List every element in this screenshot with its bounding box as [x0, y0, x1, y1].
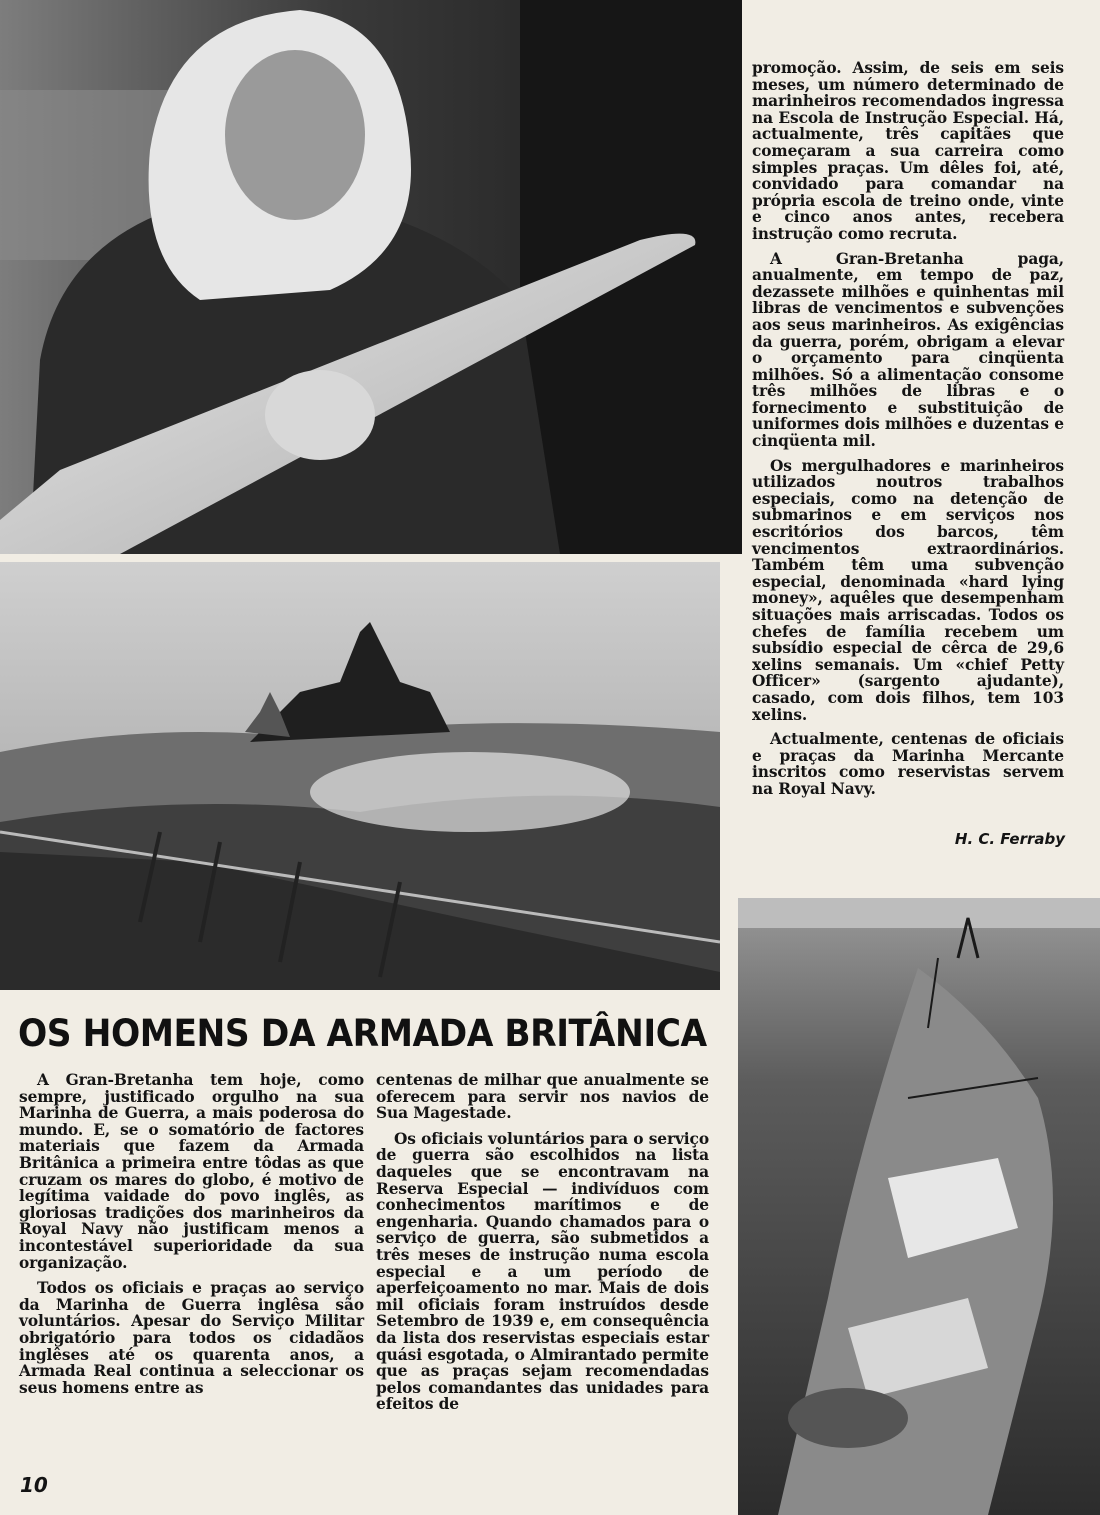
- right-paragraph-4: Actualmente, centenas de oficiais e praças da Marinha Mercante inscritos como reservistas servem na Royal Navy.: [752, 730, 1064, 798]
- photo-destroyer-deck: [738, 898, 1100, 1515]
- article-headline: OS HOMENS DA ARMADA BRITÂNICA: [18, 1012, 707, 1055]
- photo-battleships-rough-sea: [0, 562, 720, 990]
- right-paragraph-2: A Gran-Bretanha paga, anualmente, em tempo de paz, dezassete milhões e quinhentas mil libras de vencimentos e subvenções aos seus marinheiros. As exigências da guerra, porém, obrigam a elevar o orçamento para cinqüenta milhões. Só a alimentação consome três milhões de libras e o fornecimento e substituição de uniformes dois milhões e duzentas e cinqüenta mil.: [752, 249, 1064, 451]
- photo-sailor-carrying-shell: [0, 0, 742, 554]
- right-paragraph-1: promoção. Assim, de seis em seis meses, um número determinado de marinheiros recomendados ingressa na Escola de Instrução Especial. Há, actualmente, três capitães que começaram a sua carreira como simples praças. Um dêles foi, até, convidado para comandar na própria escola de treino onde, vinte e cinco anos antes, recebera instrução como recruta.: [752, 59, 1064, 243]
- middle-paragraph-2: Os oficiais voluntários para o serviço de guerra são escolhidos na lista daqueles que se encontravam na Reserva Especial — indivíduos com conhecimentos marítimos e de engenharia. Quando chamados para o serviço de guerra, são submetidos a três meses de instrução numa escola especial e a um período de aperfeiçoamento no mar. Mais de dois mil oficiais foram instruídos desde Setembro de 1939 e, em consequência da lista dos reservistas especiais estar quási esgotada, o Almirantado permite que as praças sejam recomendadas pelos comandantes das unidades para efeitos de: [376, 1129, 709, 1414]
- left-paragraph-1: A Gran-Bretanha tem hoje, como sempre, justificado orgulho na sua Marinha de Guerra, a mais poderosa do mundo. E, se o somatório de factores materiais que fazem da Armada Britânica a primeira entre tôdas as que cruzam os mares do globo, é motivo de legítima vaidade do povo inglês, as gloriosas tradições dos marinheiros da Royal Navy não justificam menos a incontestável superioridade da sua organização.: [19, 1071, 364, 1272]
- page-number: 10: [20, 1473, 48, 1497]
- left-paragraph-2: Todos os oficiais e praças ao serviço da Marinha de Guerra inglêsa são voluntários. Apesar do Serviço Militar obrigatório para todos os cidadãos inglêses até os quarenta anos, a Armada Real continua a seleccionar os seus homens entre as: [19, 1279, 364, 1397]
- article-right-column: [752, 60, 1064, 806]
- middle-paragraph-1: centenas de milhar que anualmente se oferecem para servir nos navios de Sua Magestade.: [376, 1071, 709, 1123]
- author-byline: H. C. Ferraby: [954, 830, 1065, 848]
- right-paragraph-3: Os mergulhadores e marinheiros utilizados noutros trabalhos especiais, como na detenção de submarinos e em serviços nos escritórios dos barcos, têm vencimentos extraordinários. Também têm uma subvenção especial, denominada «hard lying money», aquêles que desempenham situações mais arriscadas. Todos os chefes de família recebem um subsídio especial de cêrca de 29,6 xelins semanais. Um «chief Petty Officer» (sargento ajudante), casado, com dois filhos, tem 103 xelins.: [752, 456, 1064, 724]
- article-middle-column: [376, 1072, 709, 1422]
- article-left-column: [19, 1072, 364, 1405]
